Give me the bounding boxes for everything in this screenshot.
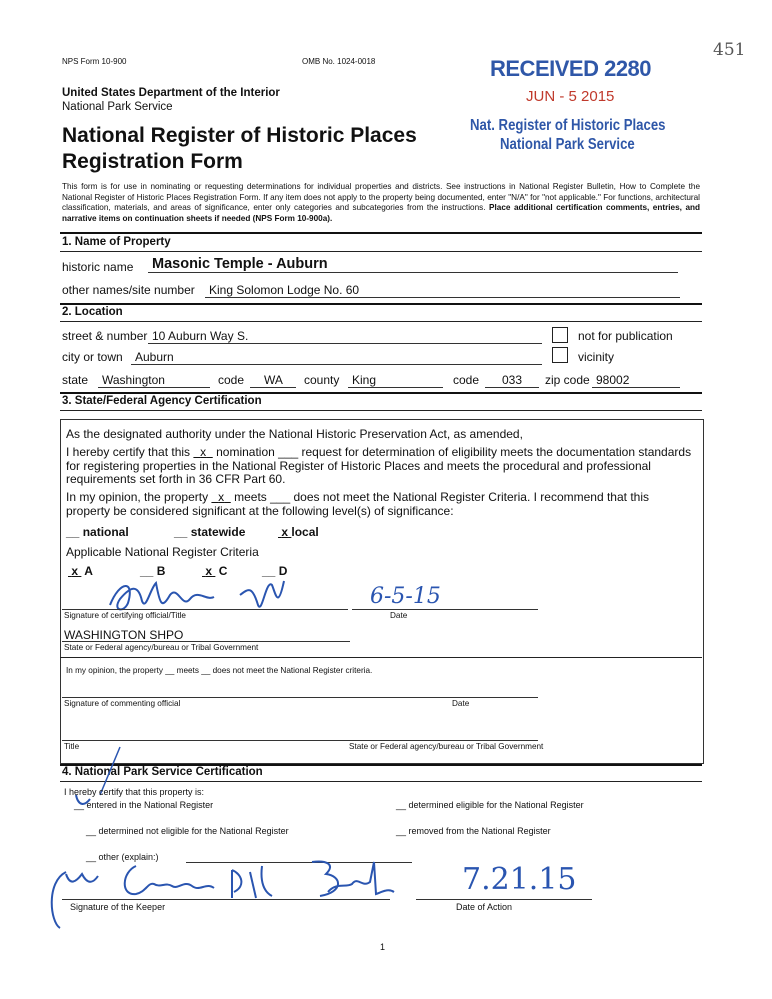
certifying-signature-label: Signature of certifying official/Title [64,611,186,620]
title-agency-label: State or Federal agency/bureau or Tribal Government [349,742,544,751]
page-number: 1 [380,942,386,952]
certifying-date-value: 6-5-15 [370,584,441,609]
nps-cert-intro: I hereby certify that this property is: [64,787,205,797]
not-for-publication-label: not for publication [578,329,673,343]
criteria-a[interactable]: x A [71,564,93,578]
state-code-field[interactable]: WA [264,373,283,387]
certifying-date-label: Date [390,611,408,620]
page-title: National Register of Historic Places [62,124,417,147]
option-determined-eligible[interactable]: __ determined eligible for the National Register [396,800,584,810]
zip-field[interactable]: 98002 [596,373,630,387]
vicinity-checkbox[interactable] [552,347,568,363]
margin-note: 451 [713,40,746,60]
criteria-b[interactable]: __ B [140,564,166,578]
omb-number: OMB No. 1024-0018 [302,57,376,66]
level-local[interactable]: x local [281,525,319,539]
level-national[interactable]: __ national [66,525,129,539]
zip-label: zip code [545,373,590,387]
historic-name-field[interactable]: Masonic Temple - Auburn [152,256,328,272]
commenting-date-label: Date [452,699,470,708]
street-label: street & number [62,329,148,343]
agency-field[interactable]: WASHINGTON SHPO [64,628,184,642]
other-names-label: other names/site number [62,283,195,297]
street-field[interactable]: 10 Auburn Way S. [152,329,249,343]
intro-text: This form is for use in nominating or requesting determinations for individual properties and districts. See instructions in National Register Bulletin, How to Complete the National Register of Historic Places Registration Form. If any item does not apply to the property being documented, enter "N/A" for "not applicable." For functions, architectural classification, materials, and areas of significance, enter only categories and subcategories from the instructions. Place additional certification comments, entries, and narrative items on continuation sheets if needed (NPS Form 10-900a). [62,182,701,223]
state-code-label: code [218,373,245,387]
state-label: state [62,373,89,387]
department: United States Department of the Interior [62,87,280,99]
cert-para1: As the designated authority under the National Historic Preservation Act, as amended, [66,427,523,441]
county-code-field[interactable]: 033 [502,373,523,387]
county-field[interactable]: King [352,373,377,387]
criteria-c[interactable]: x C [205,564,228,578]
commenting-signature-label: Signature of commenting official [64,699,181,708]
title-label: Title [64,742,80,751]
option-other[interactable]: __ other (explain:) [86,852,159,862]
level-statewide[interactable]: __ statewide [174,525,246,539]
section4-title: 4. National Park Service Certification [62,766,263,778]
option-removed[interactable]: __ removed from the National Register [396,826,551,836]
vicinity-label: vicinity [578,350,615,364]
section1-title: 1. Name of Property [62,236,171,248]
service: National Park Service [62,101,173,113]
keeper-signature [36,852,436,932]
stamp-line2: National Park Service [500,136,635,153]
keeper-signature-label: Signature of the Keeper [70,902,166,912]
section2-title: 2. Location [62,306,123,318]
option-entered[interactable]: __ entered in the National Register [74,800,214,810]
not-for-publication-checkbox[interactable] [552,327,568,343]
criteria-d[interactable]: __ D [262,564,288,578]
section3-title: 3. State/Federal Agency Certification [62,395,262,407]
county-label: county [304,373,340,387]
county-code-label: code [453,373,480,387]
city-label: city or town [62,350,123,364]
criteria-label: Applicable National Register Criteria [66,545,259,559]
page-subtitle: Registration Form [62,150,243,173]
form-number: NPS Form 10-900 [62,57,127,66]
cert-para2: I hereby certify that this x nomination ___ request for determination of eligibility meets the documentation standards for registering properties in the National Register of Historic Places and meets the procedural and professional requirements set forth in 36 CFR Part 60. [66,445,692,486]
agency-label: State or Federal agency/bureau or Tribal Government [64,643,259,652]
city-field[interactable]: Auburn [135,350,174,364]
date-of-action-label: Date of Action [456,902,513,912]
cert-para3: In my opinion, the property x meets ___ does not meet the National Register Criteria. I recommend that this property be considered significant at the following level(s) of significance: [66,490,649,518]
received-stamp: RECEIVED 2280 [490,56,652,81]
opinion-line: In my opinion, the property __ meets __ does not meet the National Register criteria. [66,666,373,675]
stamp-line1: Nat. Register of Historic Places [470,117,666,134]
stamp-date: JUN - 5 2015 [526,88,615,105]
other-names-field[interactable]: King Solomon Lodge No. 60 [209,283,360,297]
keeper-date-value: 7.21.15 [462,862,577,897]
state-field[interactable]: Washington [102,373,165,387]
option-determined-not[interactable]: __ determined not eligible for the National Register [86,826,289,836]
historic-name-label: historic name [62,260,134,274]
